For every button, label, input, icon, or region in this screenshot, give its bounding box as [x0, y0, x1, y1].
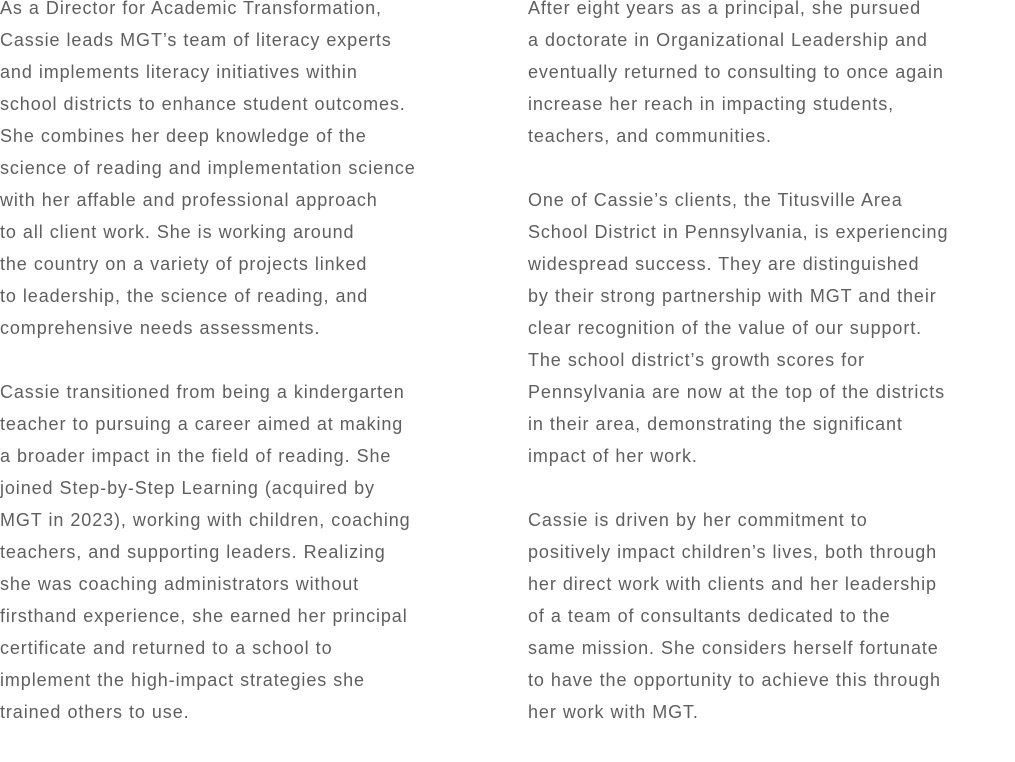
text-line: with her affable and professional approach	[0, 190, 378, 210]
text-line: clear recognition of the value of our support.	[528, 318, 923, 338]
text-line: Cassie transitioned from being a kindergarten	[0, 382, 405, 402]
paragraph-career-history	[0, 376, 500, 728]
text-line: School District in Pennsylvania, is experiencing	[528, 222, 949, 242]
text-line: The school district’s growth scores for	[528, 350, 865, 370]
text-line: and implements literacy initiatives within	[0, 62, 358, 82]
text-line: joined Step-by-Step Learning (acquired by	[0, 478, 375, 498]
text-line: Pennsylvania are now at the top of the districts	[528, 382, 946, 402]
right-text-column	[528, 0, 1015, 728]
left-text-column	[0, 0, 500, 728]
text-line: trained others to use.	[0, 702, 190, 722]
paragraph-client-success	[528, 184, 1015, 472]
paragraph-doctorate	[528, 0, 1015, 152]
text-line: of a team of consultants dedicated to the	[528, 606, 891, 626]
text-line: MGT in 2023), working with children, coaching	[0, 510, 411, 530]
text-line: impact of her work.	[528, 446, 698, 466]
text-line: her work with MGT.	[528, 702, 699, 722]
text-line: implement the high-impact strategies she	[0, 670, 365, 690]
text-line: increase her reach in impacting students,	[528, 94, 895, 114]
text-line: firsthand experience, she earned her principal	[0, 606, 408, 626]
text-line: As a Director for Academic Transformation,	[0, 0, 382, 18]
text-line: teachers, and communities.	[528, 126, 772, 146]
text-line: widespread success. They are distinguished	[528, 254, 920, 274]
text-line: in their area, demonstrating the significant	[528, 414, 903, 434]
text-line: Cassie leads MGT’s team of literacy experts	[0, 30, 392, 50]
text-line: a broader impact in the field of reading. She	[0, 446, 392, 466]
text-line: to leadership, the science of reading, and	[0, 286, 369, 306]
text-line: the country on a variety of projects linked	[0, 254, 368, 274]
text-line: comprehensive needs assessments.	[0, 318, 321, 338]
text-line: school districts to enhance student outcomes.	[0, 94, 406, 114]
text-line: by their strong partnership with MGT and their	[528, 286, 937, 306]
paragraph-commitment	[528, 504, 1015, 728]
text-line: to all client work. She is working around	[0, 222, 355, 242]
text-line: certificate and returned to a school to	[0, 638, 333, 658]
text-line: One of Cassie’s clients, the Titusville Area	[528, 190, 903, 210]
text-line: teacher to pursuing a career aimed at making	[0, 414, 404, 434]
paragraph-role-summary	[0, 0, 500, 344]
text-line: Cassie is driven by her commitment to	[528, 510, 868, 530]
text-line: a doctorate in Organizational Leadership and	[528, 30, 928, 50]
text-line: science of reading and implementation science	[0, 158, 416, 178]
text-line: positively impact children’s lives, both through	[528, 542, 938, 562]
text-line: She combines her deep knowledge of the	[0, 126, 367, 146]
text-line: teachers, and supporting leaders. Realizing	[0, 542, 386, 562]
text-line: she was coaching administrators without	[0, 574, 360, 594]
text-line: eventually returned to consulting to once again	[528, 62, 944, 82]
text-line: to have the opportunity to achieve this through	[528, 670, 941, 690]
text-line: After eight years as a principal, she pursued	[528, 0, 922, 18]
text-line: her direct work with clients and her leadership	[528, 574, 937, 594]
text-line: same mission. She considers herself fortunate	[528, 638, 939, 658]
